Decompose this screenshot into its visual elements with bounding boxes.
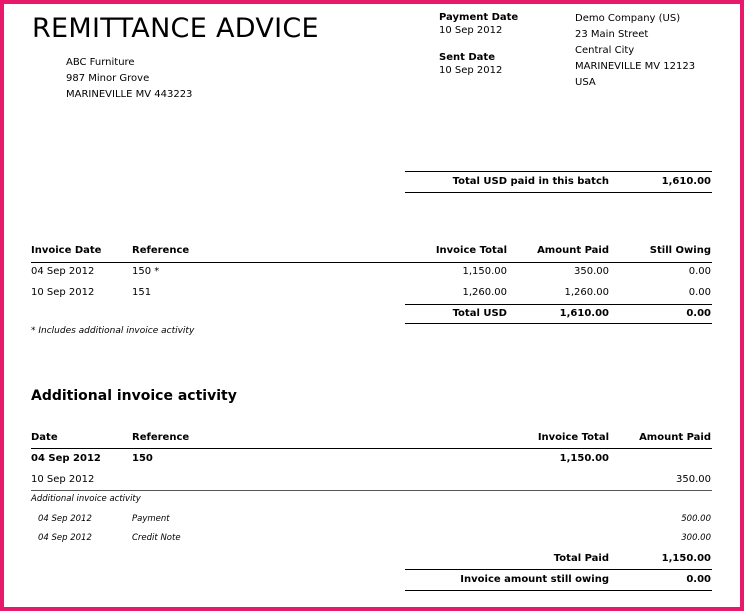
invoice-totals-label: Total USD xyxy=(452,308,507,319)
row-date: 04 Sep 2012 xyxy=(31,266,95,277)
invoice-totals-owing: 0.00 xyxy=(686,308,711,319)
invoice-date-header: Invoice Date xyxy=(31,245,102,256)
batch-top-rule xyxy=(405,171,712,172)
activity-invoice-total: 1,150.00 xyxy=(559,453,609,464)
recipient-city: MARINEVILLE MV 443223 xyxy=(66,89,193,100)
row-still-owing: 0.00 xyxy=(688,266,711,277)
sub-row-amount: 300.00 xyxy=(681,533,711,543)
batch-total-value: 1,610.00 xyxy=(661,176,711,187)
row-date: 10 Sep 2012 xyxy=(31,287,95,298)
total-paid-value: 1,150.00 xyxy=(661,553,711,564)
row-invoice-total: 1,260.00 xyxy=(462,287,507,298)
invoice-totals-top-rule xyxy=(405,304,712,305)
still-owing-value: 0.00 xyxy=(686,574,711,585)
activity-sub-label: Additional invoice activity xyxy=(31,494,141,504)
sub-row-type: Payment xyxy=(132,514,170,524)
sub-row-date: 04 Sep 2012 xyxy=(38,514,92,524)
owing-bottom-rule xyxy=(405,590,712,591)
invoice-footnote: * Includes additional invoice activity xyxy=(31,326,195,336)
activity-payment-date: 10 Sep 2012 xyxy=(31,474,95,485)
invoice-reference-header: Reference xyxy=(132,245,190,256)
batch-total-label: Total USD paid in this batch xyxy=(452,176,609,187)
row-invoice-total: 1,150.00 xyxy=(462,266,507,277)
activity-reference-header: Reference xyxy=(132,432,190,443)
row-reference: 150 * xyxy=(132,266,160,277)
sent-date-label: Sent Date xyxy=(439,52,495,63)
activity-invoice-date: 04 Sep 2012 xyxy=(31,453,101,464)
payment-date-value: 10 Sep 2012 xyxy=(439,25,503,36)
activity-heading: Additional invoice activity xyxy=(31,388,237,404)
sender-street: 23 Main Street xyxy=(575,29,649,40)
row-still-owing: 0.00 xyxy=(688,287,711,298)
row-amount-paid: 1,260.00 xyxy=(564,287,609,298)
sent-date-value: 10 Sep 2012 xyxy=(439,65,503,76)
batch-bottom-rule xyxy=(405,192,712,193)
sub-row-amount: 500.00 xyxy=(681,514,711,524)
sender-name: Demo Company (US) xyxy=(575,13,681,24)
sender-country: USA xyxy=(575,77,596,88)
invoice-totals-bottom-rule xyxy=(405,323,712,324)
sub-row-type: Credit Note xyxy=(132,533,181,543)
invoice-total-header: Invoice Total xyxy=(435,245,507,256)
row-reference: 151 xyxy=(132,287,152,298)
activity-invoice-reference: 150 xyxy=(132,453,153,464)
activity-date-header: Date xyxy=(31,432,58,443)
row-amount-paid: 350.00 xyxy=(574,266,609,277)
sub-row-date: 04 Sep 2012 xyxy=(38,533,92,543)
activity-sub-rule xyxy=(31,490,712,491)
invoice-totals-paid: 1,610.00 xyxy=(559,308,609,319)
document-title: REMITTANCE ADVICE xyxy=(32,13,319,44)
activity-total-header: Invoice Total xyxy=(537,432,609,443)
invoice-header-rule xyxy=(31,262,712,263)
still-owing-label: Invoice amount still owing xyxy=(460,574,609,585)
sender-region: MARINEVILLE MV 12123 xyxy=(575,61,696,72)
recipient-name: ABC Furniture xyxy=(66,57,135,68)
total-paid-label: Total Paid xyxy=(553,553,609,564)
amount-paid-header: Amount Paid xyxy=(537,245,609,256)
sender-city: Central City xyxy=(575,45,635,56)
still-owing-header: Still Owing xyxy=(649,245,711,256)
activity-paid-header: Amount Paid xyxy=(639,432,711,443)
recipient-street: 987 Minor Grove xyxy=(66,73,150,84)
payment-date-label: Payment Date xyxy=(439,12,519,23)
owing-top-rule xyxy=(405,569,712,570)
activity-payment-amount: 350.00 xyxy=(676,474,711,485)
activity-header-rule xyxy=(31,448,712,449)
